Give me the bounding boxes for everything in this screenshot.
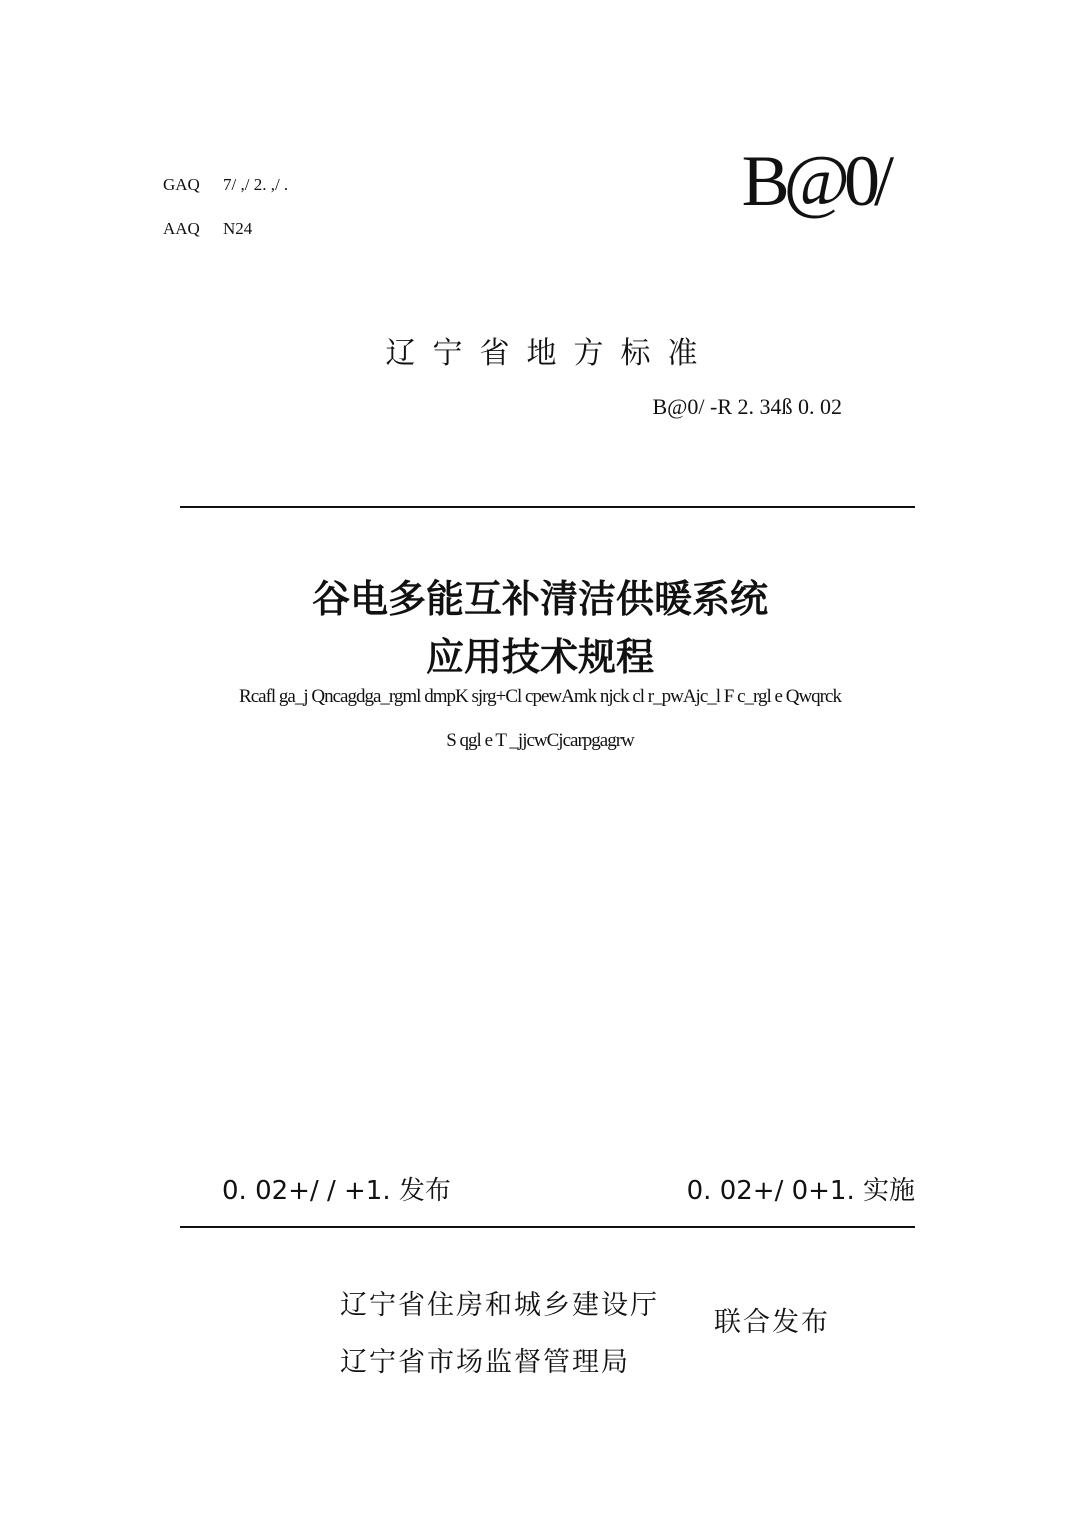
standard-number: B@0/ -R 2. 34ß 0. 02: [652, 394, 842, 419]
ccs-code: [163, 219, 252, 239]
standard-type: 辽宁省地方标准: [385, 336, 715, 371]
issuer-housing-dept: 辽宁省住房和城乡建设厅: [340, 1290, 659, 1321]
implement-date: 0. 02+/ 0+1. 实施: [686, 1176, 915, 1206]
joint-release-label: 联合发布: [714, 1307, 830, 1338]
publish-date: 0. 02+/ / +1. 发布: [222, 1176, 451, 1206]
ics-value: 7/ ,/ 2. ,/ .: [223, 175, 289, 194]
standard-logo: B@0/: [741, 141, 888, 221]
ccs-value: N24: [223, 219, 253, 238]
bottom-divider: [180, 1226, 915, 1228]
top-divider: [180, 506, 915, 508]
title-line-1: 谷电多能互补清洁供暖系统: [311, 577, 768, 621]
issuer-market-regulation: 辽宁省市场监督管理局: [340, 1347, 630, 1378]
ics-label: GAQ: [163, 175, 200, 194]
ccs-label: AAQ: [163, 219, 200, 238]
english-title-line-2: S qgl e T _jjcwCjcarpgagrw: [446, 730, 634, 751]
ics-code: [163, 175, 288, 195]
english-title-line-1: Rcafl ga_j Qncagdga_rgml dmpK sjrg+Cl cpewAmk njck cl r_pwAjc_l F c_rgl e Qwqrck: [239, 686, 841, 707]
title-line-2: 应用技术规程: [425, 635, 654, 679]
